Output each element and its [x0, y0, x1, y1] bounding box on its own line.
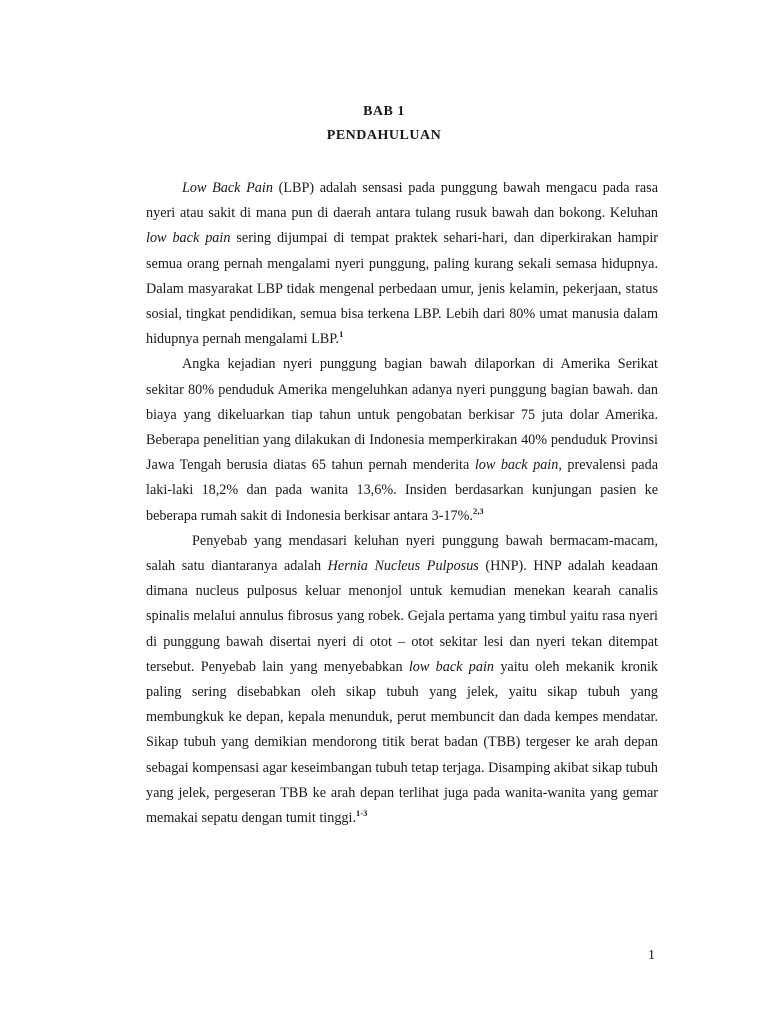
text-run: (HNP). HNP adalah keadaan dimana nucleus pulposus keluar menonjol untuk kemudian menekan kearah canalis spinalis melalui annulus fibrosus yang robek. Gejala pertama yang timbul yaitu rasa nyeri di punggung bawah disertai nyeri di otot – otot sekitar lesi dan nyeri tekan ditempat tersebut. Penyebab lain yang menyebabkan	[146, 558, 658, 675]
italic-term: Hernia Nucleus Pulposus	[327, 558, 479, 575]
text-run: , prevalensi pada laki-laki 18,2% dan pada wanita 13,6%. Insiden berdasarkan kunjungan pasien ke beberapa rumah sakit di Indonesia berkisar antara 3-17%.	[146, 457, 658, 524]
citation-reference: 2,3	[472, 505, 484, 516]
paragraph	[146, 176, 658, 352]
chapter-number: BAB 1	[363, 104, 405, 119]
italic-term: low back pain	[474, 457, 559, 474]
page-number: 1	[648, 948, 655, 963]
text-run: yaitu oleh mekanik kronik paling sering disebabkan oleh sikap tubuh yang jelek, yaitu sikap tubuh yang membungkuk ke depan, kepala menunduk, perut membuncit dan dada kempes mendatar. Sikap tubuh yang demikian mendorong titik berat badan (TBB) tergeser ke arah depan sebagai kompensasi agar keseimbangan tubuh tetap terjaga. Disamping akibat sikap tubuh yang jelek, pergeseran TBB ke arah depan terlihat juga pada wanita-wanita yang gemar memakai sepatu dengan tumit tinggi.	[146, 658, 658, 827]
text-run: sering dijumpai di tempat praktek sehari-hari, dan diperkirakan hampir semua orang pernah mengalami nyeri punggung, paling kurang sekali semasa hidupnya. Dalam masyarakat LBP tidak mengenal perbedaan umur, jenis kelamin, pekerjaan, status sosial, tingkat pendidikan, semua bisa terkena LBP. Lebih dari 80% umat manusia dalam hidupnya pernah mengalami LBP.	[146, 230, 658, 348]
citation-reference: 1	[339, 329, 344, 340]
chapter-title: PENDAHULUAN	[326, 128, 442, 143]
text-run: (LBP) adalah sensasi pada punggung bawah mengacu pada rasa nyeri atau sakit di mana pun di daerah antara tulang rusuk bawah dan bokong. Keluhan	[146, 180, 658, 222]
citation-reference: 1-3	[356, 808, 368, 819]
italic-term: low back pain	[146, 230, 231, 247]
paragraph	[146, 529, 658, 831]
italic-term: low back pain	[408, 658, 495, 675]
paragraph	[146, 352, 658, 528]
body-text	[146, 176, 658, 831]
text-run: Penyebab yang mendasari keluhan nyeri punggung bawah bermacam-macam, salah satu diantaranya adalah	[146, 532, 658, 575]
italic-term: Low Back Pain	[182, 180, 273, 196]
text-run: Angka kejadian nyeri punggung bagian bawah dilaporkan di Amerika Serikat sekitar 80% penduduk Amerika mengeluhkan adanya nyeri punggung bagian bawah. dan biaya yang dikeluarkan tiap tahun untuk pengobatan berkisar 75 juta dolar Amerika. Beberapa penelitian yang dilakukan di Indonesia memperkirakan 40% penduduk Provinsi Jawa Tengah berusia diatas 65 tahun pernah menderita	[146, 356, 658, 474]
